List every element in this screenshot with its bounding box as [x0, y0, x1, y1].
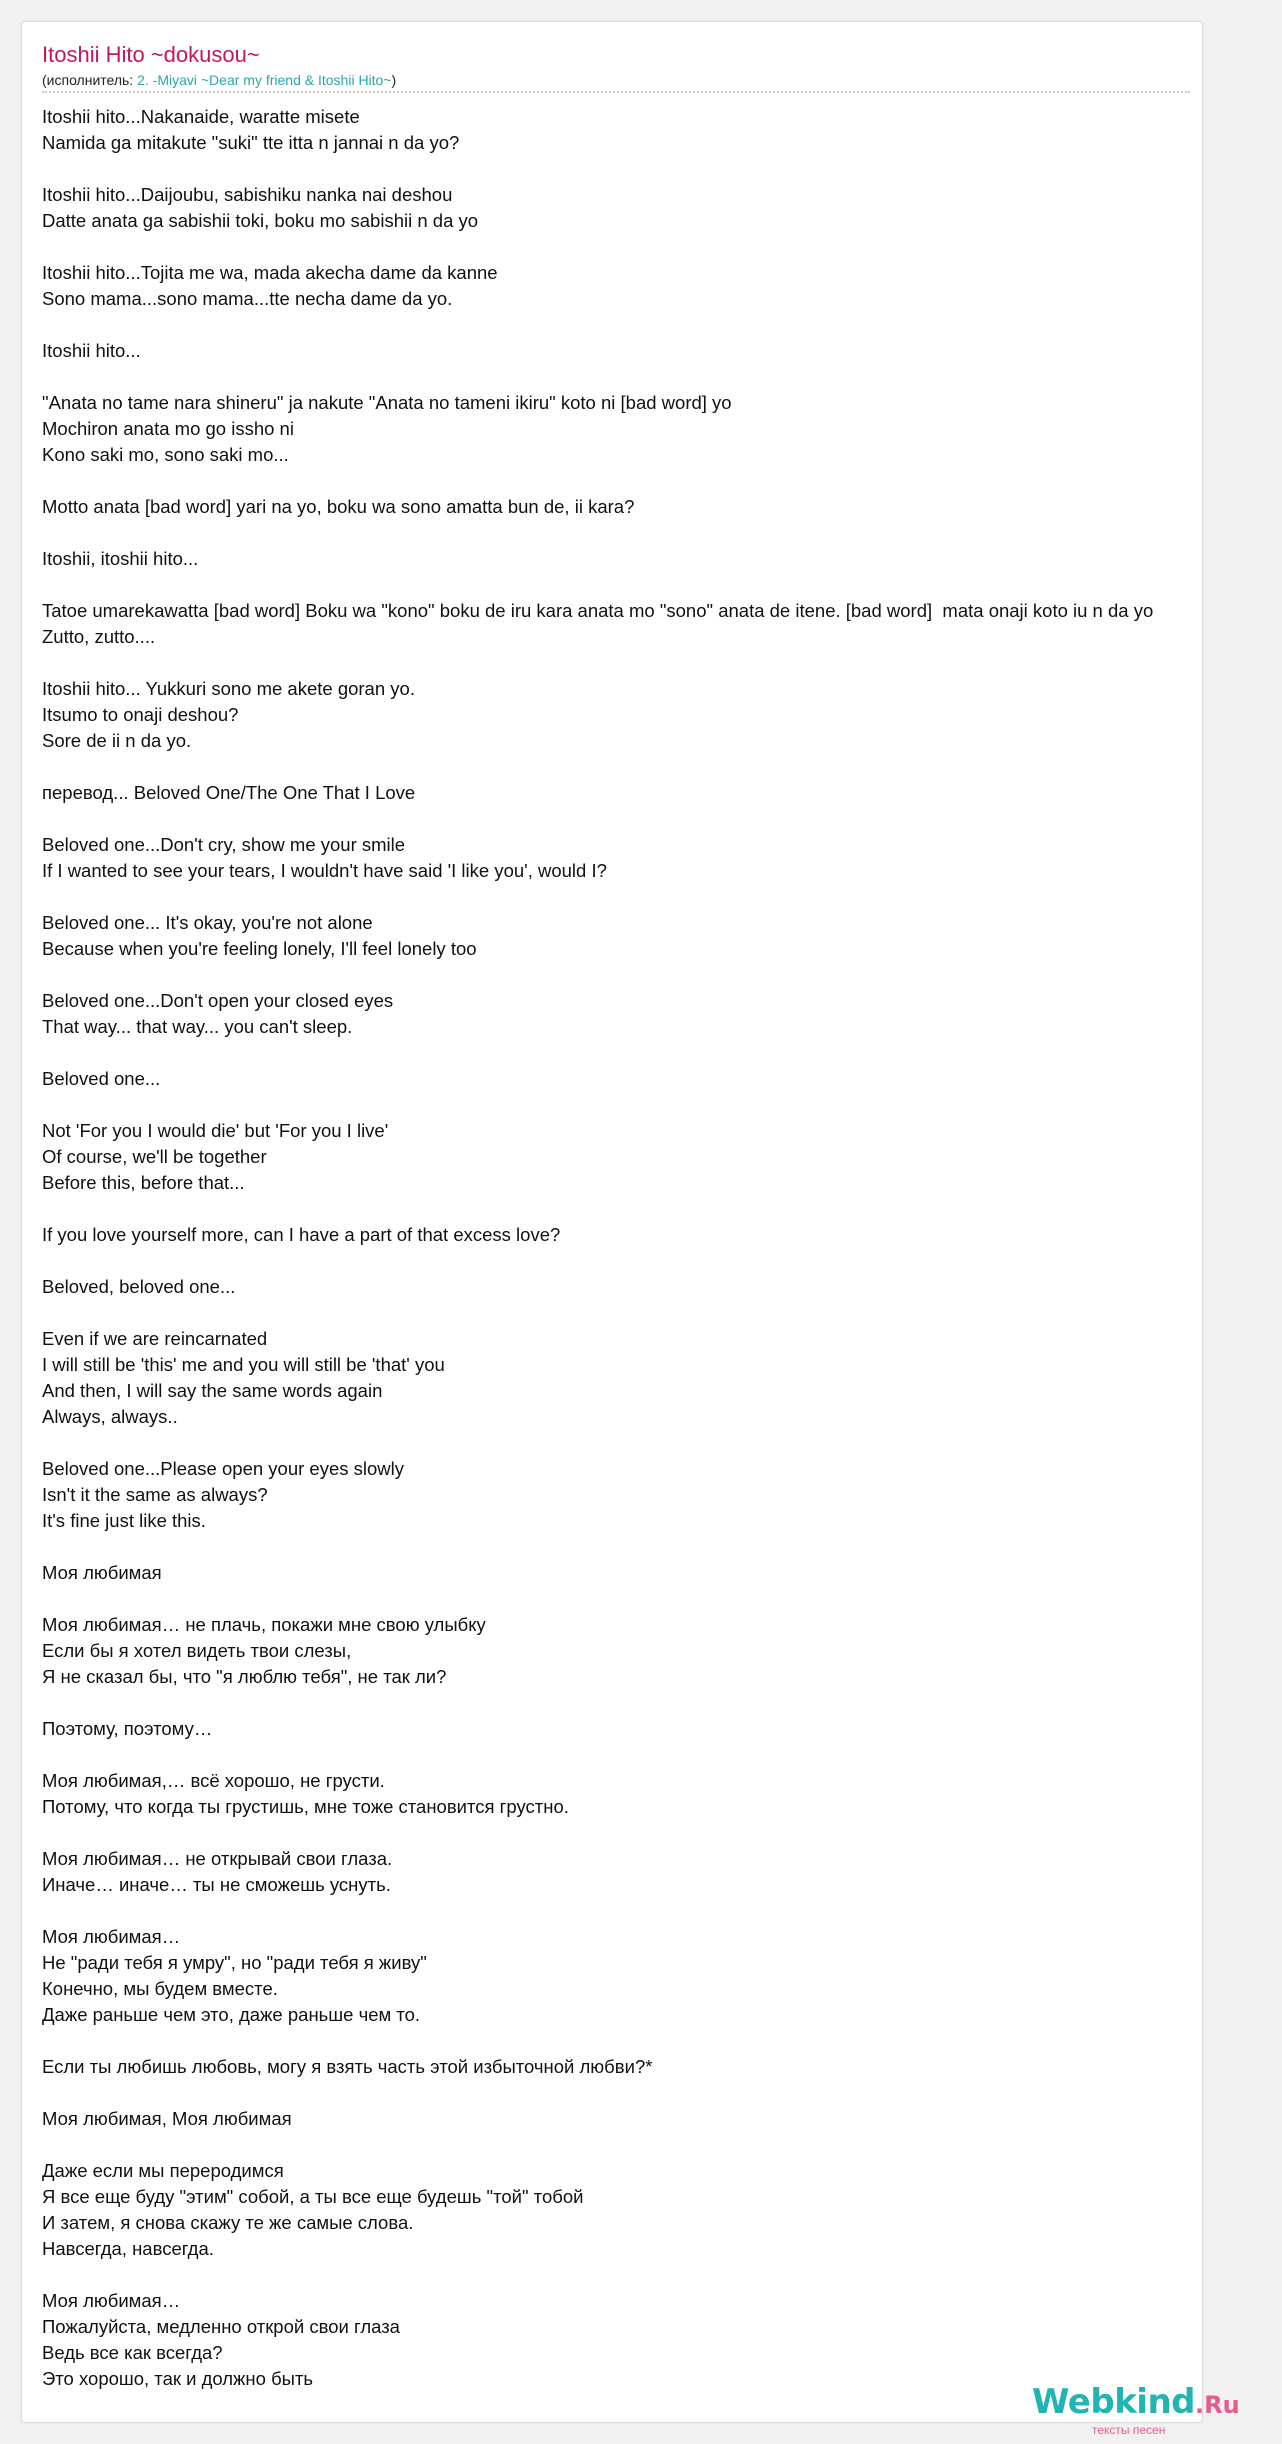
- blank-line: [42, 754, 1282, 780]
- lyric-line: Beloved one...Don't open your closed eyes: [42, 990, 394, 1011]
- blank-line: [42, 1040, 1282, 1066]
- lyric-line: Beloved one...: [42, 1068, 161, 1089]
- lyric-line: Mochiron anata mo go issho ni: [42, 418, 294, 439]
- blank-line: [42, 1690, 1282, 1716]
- blank-line: [42, 468, 1282, 494]
- blank-line: [42, 1430, 1282, 1456]
- lyric-line: Sono mama...sono mama...tte necha dame da yo.: [42, 288, 453, 309]
- artist-link[interactable]: 2. -Miyavi ~Dear my friend & Itoshii Hito~: [137, 72, 392, 88]
- blank-line: [42, 1742, 1282, 1768]
- lyric-line: Потому, что когда ты грустишь, мне тоже становится грустно.: [42, 1796, 569, 1817]
- lyric-line: Not 'For you I would die' but 'For you I live': [42, 1120, 389, 1141]
- lyric-line: Always, always..: [42, 1406, 178, 1427]
- lyric-line: Beloved one...Please open your eyes slowly: [42, 1458, 404, 1479]
- blank-line: [42, 1196, 1282, 1222]
- lyric-line: Itoshii hito... Yukkuri sono me akete goran yo.: [42, 678, 415, 699]
- blank-line: [42, 2132, 1282, 2158]
- blank-line: [42, 234, 1282, 260]
- lyric-line: If you love yourself more, can I have a part of that excess love?: [42, 1224, 561, 1245]
- lyric-line: Before this, before that...: [42, 1172, 245, 1193]
- webkind-logo-text: [1032, 2382, 1240, 2422]
- webkind-tagline: тексты песен: [1092, 2423, 1166, 2437]
- blank-line: [42, 572, 1282, 598]
- lyric-line: Ведь все как всегда?: [42, 2342, 223, 2363]
- lyric-line: Kono saki mo, sono saki mo...: [42, 444, 289, 465]
- lyric-line: Namida ga mitakute "suki" tte itta n jannai n da yo?: [42, 132, 460, 153]
- lyric-line: Sore de ii n da yo.: [42, 730, 192, 751]
- webkind-logo[interactable]: [1010, 2382, 1240, 2442]
- lyrics-card: [21, 21, 1240, 2437]
- lyric-line: It's fine just like this.: [42, 1510, 206, 1531]
- lyric-line: That way... that way... you can't sleep.: [42, 1016, 353, 1037]
- lyric-line: Beloved one...Don't cry, show me your smile: [42, 834, 406, 855]
- lyric-line: Itoshii hito...: [42, 340, 141, 361]
- lyric-line: Поэтому, поэтому…: [42, 1718, 213, 1739]
- lyric-line: Моя любимая… не открывай свои глаза.: [42, 1848, 393, 1869]
- blank-line: [42, 806, 1282, 832]
- lyric-line: Beloved one... It's okay, you're not alone: [42, 912, 373, 933]
- lyric-line: Иначе… иначе… ты не сможешь уснуть.: [42, 1874, 391, 1895]
- blank-line: [42, 520, 1282, 546]
- blank-line: [42, 884, 1282, 910]
- lyric-line: Даже раньше чем это, даже раньше чем то.: [42, 2004, 421, 2025]
- lyric-line: "Anata no tame nara shineru" ja nakute "Anata no tameni ikiru" koto ni [bad word] yo: [42, 392, 732, 413]
- lyric-line: Моя любимая…: [42, 2290, 181, 2311]
- lyric-line: If I wanted to see your tears, I wouldn't have said 'I like you', would I?: [42, 860, 607, 881]
- lyric-line: Я все еще буду "этим" собой, а ты все еще будешь "той" тобой: [42, 2186, 584, 2207]
- lyric-line: Zutto, zutto....: [42, 626, 156, 647]
- lyric-line: Motto anata [bad word] yari na yo, boku wa sono amatta bun de, ii kara?: [42, 496, 635, 517]
- lyric-line: Конечно, мы будем вместе.: [42, 1978, 278, 1999]
- lyric-line: Beloved, beloved one...: [42, 1276, 236, 1297]
- artist-prefix: (исполнитель:: [42, 72, 138, 88]
- blank-line: [42, 650, 1282, 676]
- blank-line: [42, 1534, 1282, 1560]
- webkind-brand: Webkind: [1032, 2382, 1195, 2422]
- artist-suffix: ): [391, 72, 397, 88]
- lyric-line: Itoshii hito...Tojita me wa, mada akecha dame da kanne: [42, 262, 498, 283]
- blank-line: [42, 1092, 1282, 1118]
- lyric-line: Моя любимая… не плачь, покажи мне свою улыбку: [42, 1614, 486, 1635]
- blank-line: [42, 1820, 1282, 1846]
- lyric-line: Itsumo to onaji deshou?: [42, 704, 239, 725]
- dotted-divider: [42, 91, 1190, 93]
- lyric-line: Даже если мы переродимся: [42, 2160, 284, 2181]
- lyric-line: Моя любимая…: [42, 1926, 181, 1947]
- blank-line: [42, 364, 1282, 390]
- lyric-line: Пожалуйста, медленно открой свои глаза: [42, 2316, 400, 2337]
- lyric-line: Навсегда, навсегда.: [42, 2238, 214, 2259]
- lyric-line: Even if we are reincarnated: [42, 1328, 268, 1349]
- lyric-line: Не "ради тебя я умру", но "ради тебя я живу": [42, 1952, 427, 1973]
- blank-line: [42, 1586, 1282, 1612]
- lyric-line: Itoshii, itoshii hito...: [42, 548, 199, 569]
- lyric-line: Itoshii hito...Nakanaide, waratte misete: [42, 106, 360, 127]
- lyric-line: And then, I will say the same words again: [42, 1380, 383, 1401]
- blank-line: [42, 2028, 1282, 2054]
- lyric-line: Если ты любишь любовь, могу я взять часть этой избыточной любви?*: [42, 2056, 653, 2077]
- lyric-line: Itoshii hito...Daijoubu, sabishiku nanka nai deshou: [42, 184, 453, 205]
- lyric-line: перевод... Beloved One/The One That I Love: [42, 782, 416, 803]
- blank-line: [42, 1898, 1282, 1924]
- webkind-tld: .Ru: [1195, 2391, 1240, 2419]
- lyric-line: Я не сказал бы, что "я люблю тебя", не так ли?: [42, 1666, 447, 1687]
- lyric-line: Of course, we'll be together: [42, 1146, 267, 1167]
- lyric-line: И затем, я снова скажу те же самые слова.: [42, 2212, 414, 2233]
- blank-line: [42, 1248, 1282, 1274]
- blank-line: [42, 156, 1282, 182]
- blank-line: [42, 312, 1282, 338]
- song-title: Itoshii Hito ~dokusou~: [42, 42, 260, 67]
- artist-line: [42, 72, 396, 88]
- lyric-line: Моя любимая, Моя любимая: [42, 2108, 292, 2129]
- blank-line: [42, 2080, 1282, 2106]
- lyric-line: Datte anata ga sabishii toki, boku mo sabishii n da yo: [42, 210, 479, 231]
- lyric-line: I will still be 'this' me and you will still be 'that' you: [42, 1354, 445, 1375]
- lyric-line: Tatoe umarekawatta [bad word] Boku wa "kono" boku de iru kara anata mo "sono" anata de itene. [bad word] mata onaji koto iu n da yo: [42, 600, 1154, 621]
- blank-line: [42, 1300, 1282, 1326]
- lyric-line: Моя любимая,… всё хорошо, не грусти.: [42, 1770, 385, 1791]
- lyric-line: Если бы я хотел видеть твои слезы,: [42, 1640, 352, 1661]
- blank-line: [42, 962, 1282, 988]
- lyric-line: Because when you're feeling lonely, I'll feel lonely too: [42, 938, 477, 959]
- blank-line: [42, 2262, 1282, 2288]
- lyrics-body: [42, 104, 1282, 2392]
- lyric-line: Это хорошо, так и должно быть: [42, 2368, 314, 2389]
- lyric-line: Моя любимая: [42, 1562, 162, 1583]
- lyric-line: Isn't it the same as always?: [42, 1484, 268, 1505]
